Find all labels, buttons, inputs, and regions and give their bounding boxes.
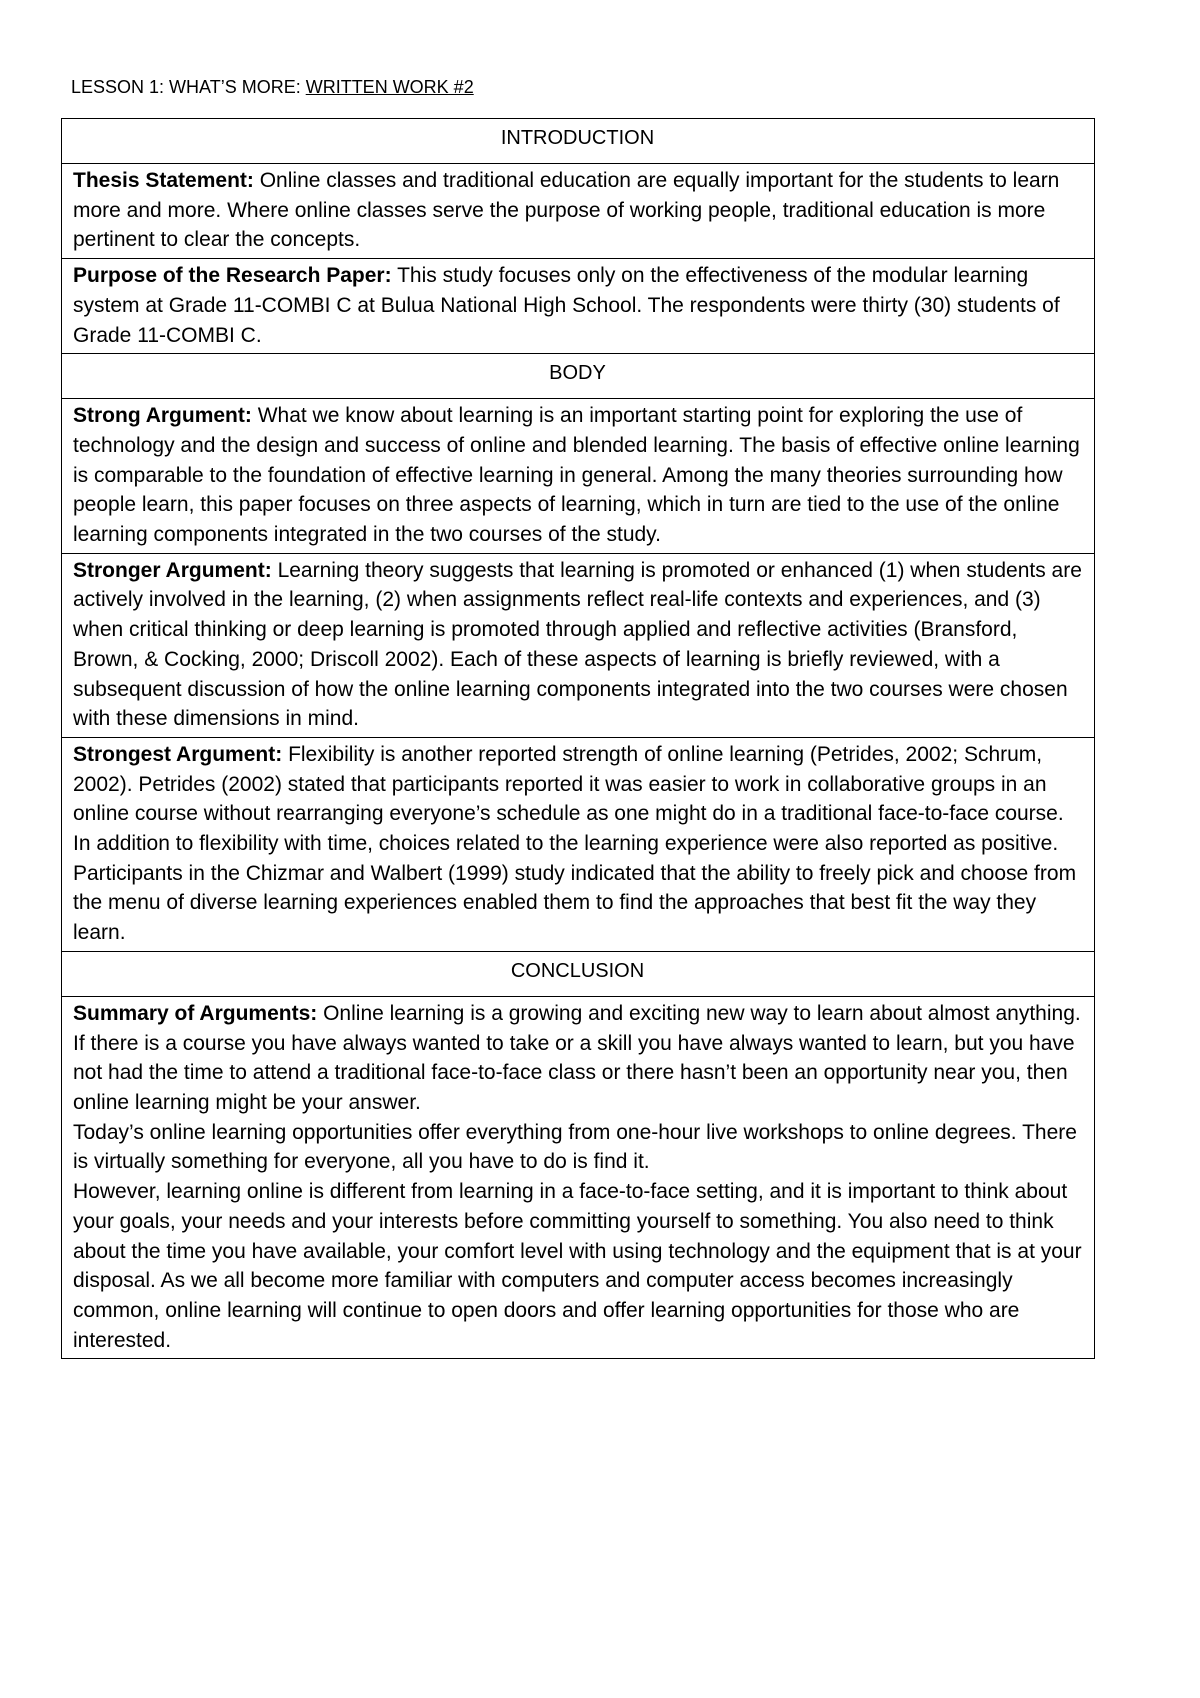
purpose-text: This study focuses only on the effectiveness of the modular learning system at Grade 11-COMBI C at Bulua National High School. The respondents were thirty (30) students of Grade 11-COMBI C. <box>73 264 1060 347</box>
stronger-argument-cell <box>62 553 1095 737</box>
thesis-text: Online classes and traditional education are equally important for the students to learn more and more. Where online classes serve the purpose of working people, traditional education is more pertinent to clear the concepts. <box>73 169 1060 252</box>
strong-argument-label: Strong Argument: <box>73 404 252 428</box>
summary-paragraph-2: Today’s online learning opportunities offer everything from one-hour live workshops to online degrees. There is virtually something for everyone, all you have to do is find it. <box>73 1120 1077 1174</box>
summary-row <box>62 996 1095 1358</box>
page-title-underlined: WRITTEN WORK #2 <box>305 77 474 97</box>
summary-paragraph-1 <box>73 999 1082 1118</box>
thesis-cell <box>62 164 1095 259</box>
conclusion-header-row <box>62 951 1095 996</box>
summary-text: Online learning is a growing and exciting new way to learn about almost anything. If there is a course you have always wanted to take or a skill you have always wanted to learn, but you have not had the time to attend a traditional face-to-face class or there hasn’t been an opportunity near you, then online learning might be your answer. <box>73 1001 1081 1114</box>
stronger-argument-text: Learning theory suggests that learning is promoted or enhanced (1) when students are actively involved in the learning, (2) when assignments reflect real-life contexts and experiences, and (3) when critical thinking or deep learning is promoted through applied and reflective activities (Bransford, Brown, & Cocking, 2000; Driscoll 2002). Each of these aspects of learning is briefly reviewed, with a subsequent discussion of how the online learning components integrated into the two courses were chosen with these dimensions in mind. <box>73 558 1082 731</box>
strong-argument-row <box>62 399 1095 554</box>
strongest-argument-row <box>62 737 1095 951</box>
worksheet-table <box>61 118 1095 1359</box>
body-header-row <box>62 354 1095 399</box>
stronger-argument-row <box>62 553 1095 737</box>
thesis-label: Thesis Statement: <box>73 169 254 192</box>
body-heading: BODY <box>62 354 1095 399</box>
summary-cell <box>62 996 1095 1358</box>
summary-label: Summary of Arguments: <box>73 1001 318 1025</box>
introduction-header-row <box>62 119 1095 164</box>
strongest-argument-text: Flexibility is another reported strength of online learning (Petrides, 2002; Schrum, 2002). Petrides (2002) stated that participants reported it was easier to work in collaborative groups in an online course without rearranging everyone’s schedule as one might do in a traditional face-to-face course. In addition to flexibility with time, choices related to the learning experience were also reported as positive. Participants in the Chizmar and Walbert (1999) study indicated that the ability to freely pick and choose from the menu of diverse learning experiences enabled them to find the approaches that best fit the way they learn. <box>73 742 1077 945</box>
strongest-argument-label: Strongest Argument: <box>73 742 283 766</box>
conclusion-heading: CONCLUSION <box>62 951 1095 996</box>
purpose-cell <box>62 259 1095 354</box>
strongest-argument-cell <box>62 737 1095 951</box>
page-title-prefix: LESSON 1: WHAT’S MORE: <box>71 77 306 97</box>
strong-argument-cell <box>62 399 1095 554</box>
page-title <box>71 76 474 98</box>
introduction-heading: INTRODUCTION <box>62 119 1095 164</box>
strong-argument-text: What we know about learning is an important starting point for exploring the use of technology and the design and success of online and blended learning. The basis of effective online learning is comparable to the foundation of effective learning in general. Among the many theories surrounding how people learn, this paper focuses on three aspects of learning, which in turn are tied to the use of the online learning components integrated in the two courses of the study. <box>73 404 1080 547</box>
stronger-argument-label: Stronger Argument: <box>73 558 272 582</box>
thesis-row <box>62 164 1095 259</box>
purpose-label: Purpose of the Research Paper: <box>73 264 392 288</box>
summary-paragraph-3: However, learning online is different from learning in a face-to-face setting, and it is important to think about your goals, your needs and your interests before committing yourself to something. You also need to think about the time you have available, your comfort level with using technology and the equipment that is at your disposal. As we all become more familiar with computers and computer access becomes increasingly common, online learning will continue to open doors and offer learning opportunities for those who are interested. <box>73 1180 1082 1352</box>
purpose-row <box>62 259 1095 354</box>
